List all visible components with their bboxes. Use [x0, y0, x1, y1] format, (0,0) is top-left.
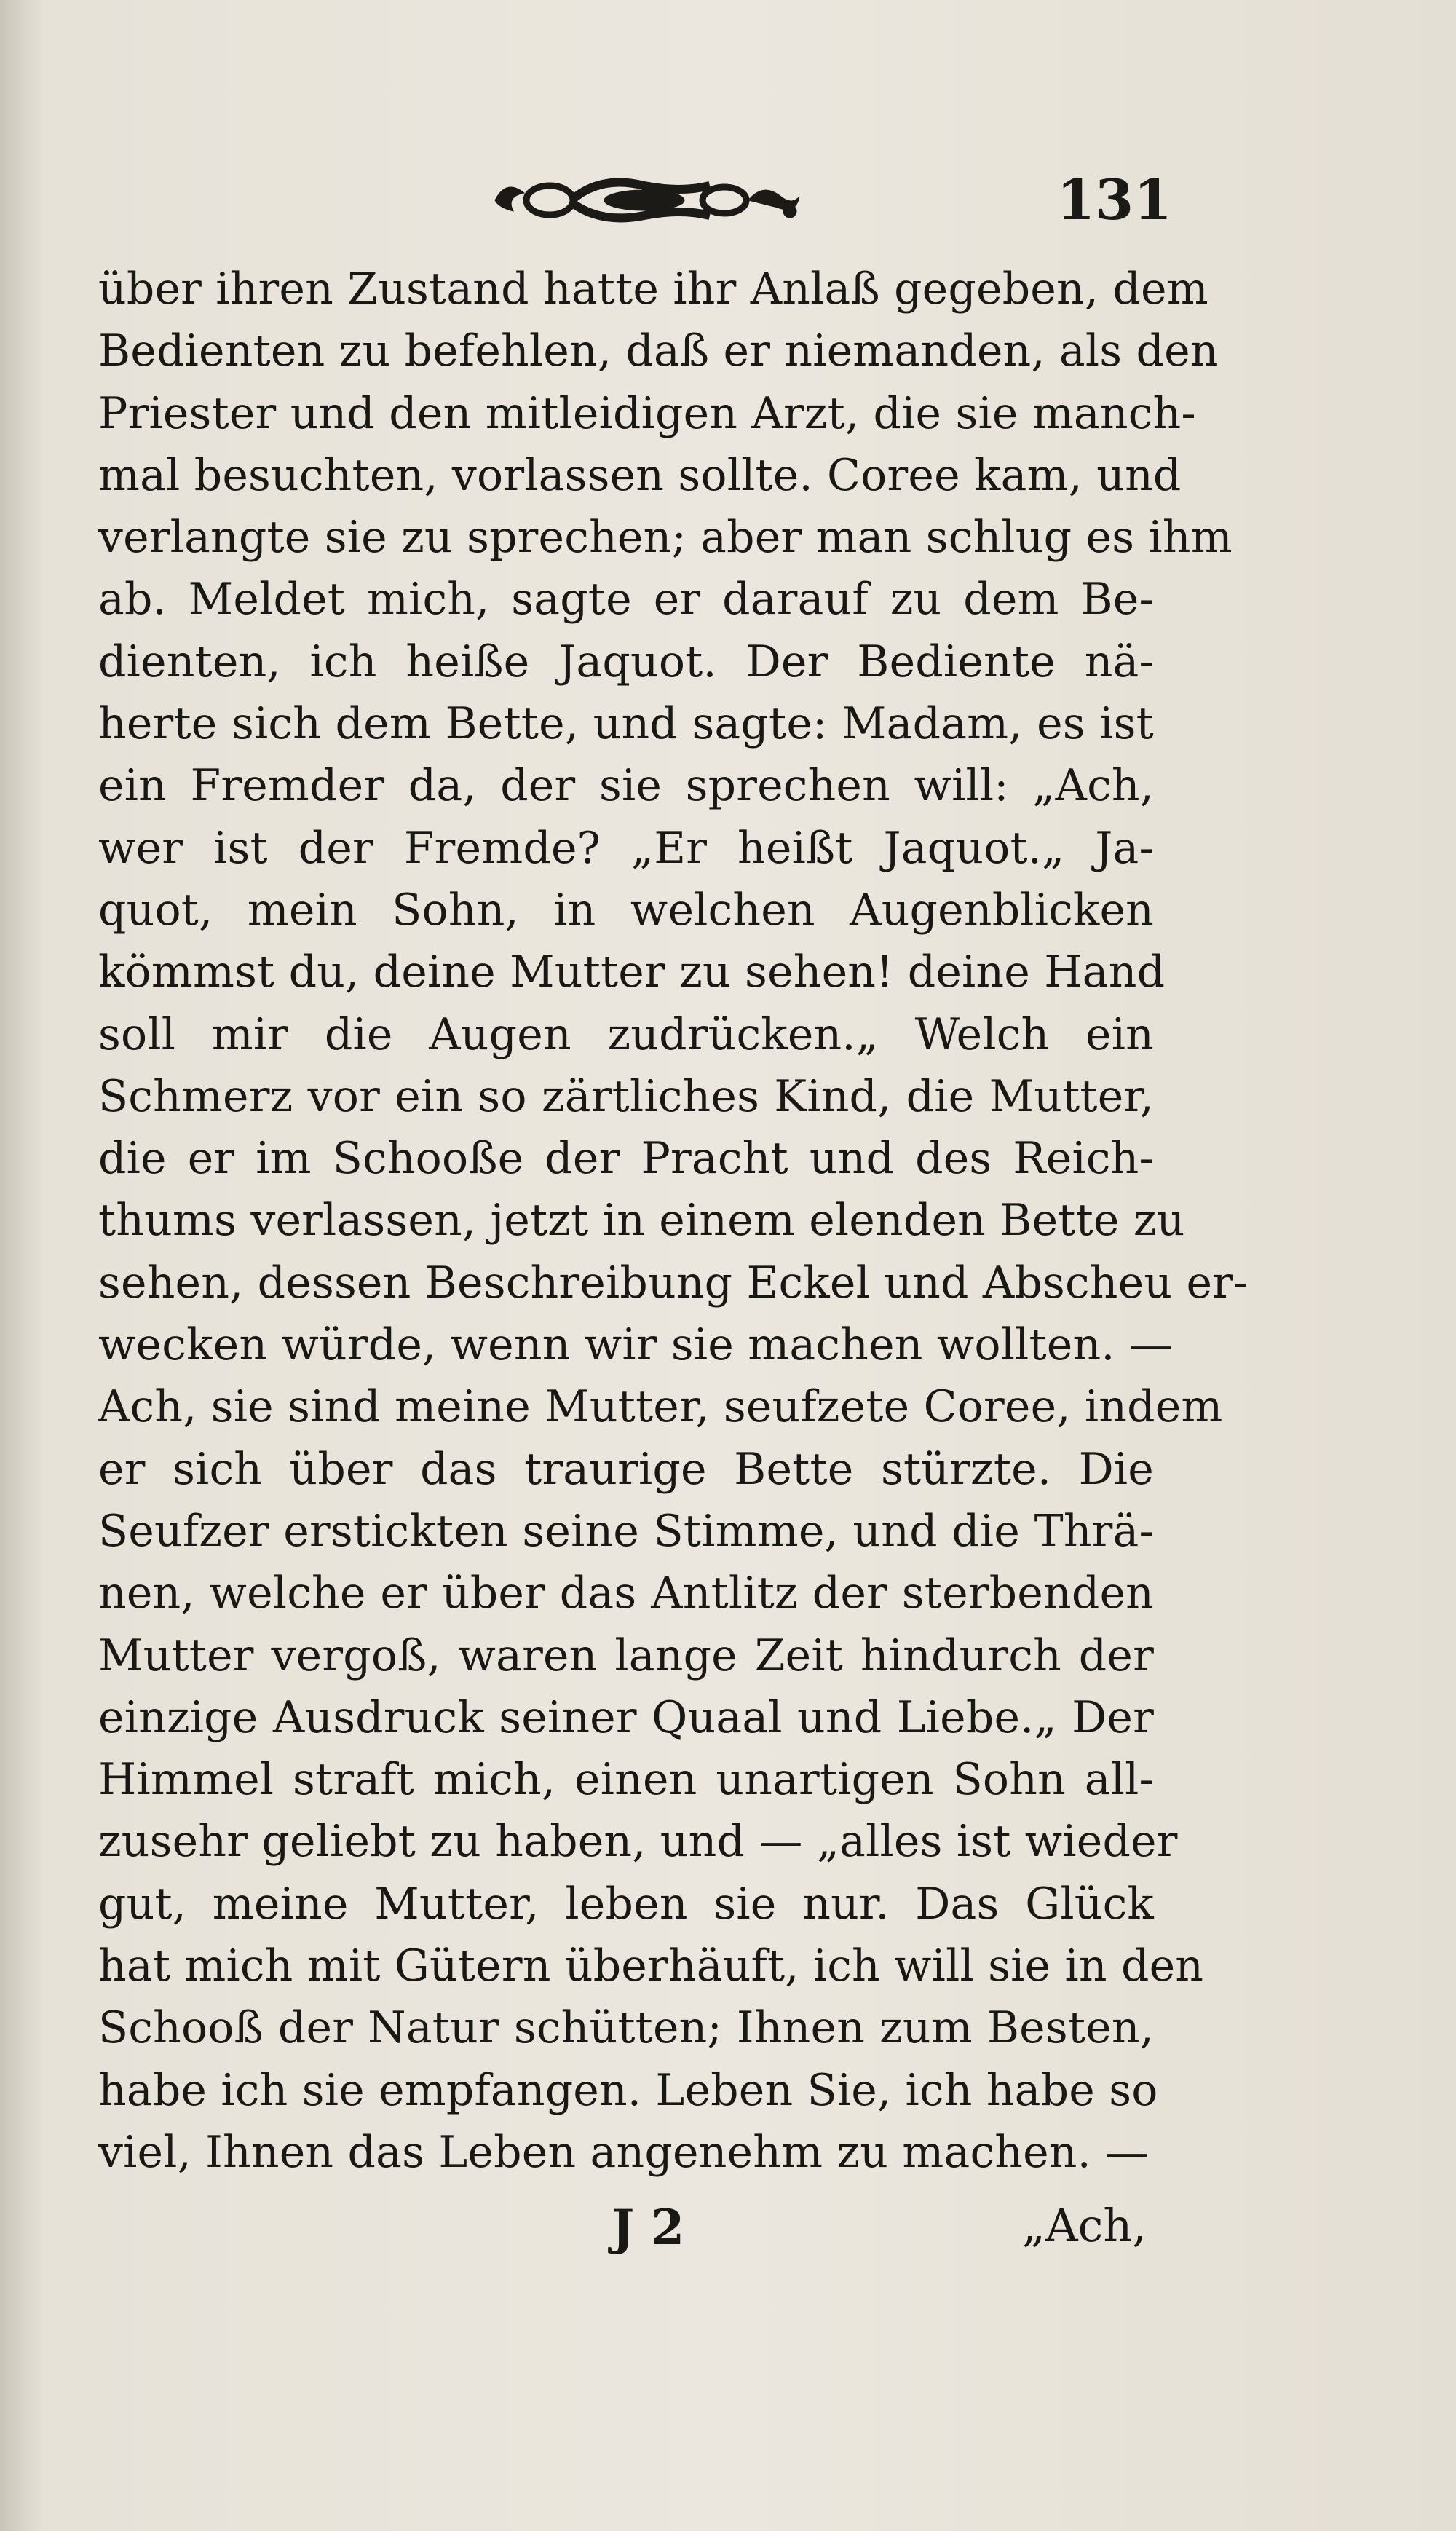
text-line: Schmerz vor ein so zärtliches Kind, die Mutter, — [98, 1070, 1154, 1122]
page-number: 131 — [1056, 167, 1172, 232]
text-line: die er im Schooße der Pracht und des Reich- — [98, 1133, 1154, 1185]
page-header — [0, 160, 1456, 240]
text-line: ein Fremder da, der sie sprechen will: „Ach, — [98, 760, 1154, 812]
main-text — [98, 258, 1249, 2184]
page-footer — [0, 2199, 1456, 2272]
text-line: gut, meine Mutter, leben sie nur. Das Glück — [98, 1878, 1154, 1930]
text-line: verlangte sie zu sprechen; aber man schlug es ihm — [98, 512, 1233, 564]
text-line: Bedienten zu befehlen, daß er niemanden, als den — [98, 325, 1219, 377]
text-line: sehen, dessen Beschreibung Eckel und Abscheu er- — [98, 1257, 1249, 1308]
text-line: nen, welche er über das Antlitz der sterbenden — [98, 1568, 1154, 1619]
text-line: zusehr geliebt zu haben, und — „alles ist wieder — [98, 1816, 1178, 1868]
text-line: Seufzer erstickten seine Stimme, und die Thrä- — [98, 1505, 1154, 1557]
text-line: Schooß der Natur schütten; Ihnen zum Besten, — [98, 2002, 1154, 2054]
text-line: wer ist der Fremde? „Er heißt Jaquot.„ Ja- — [98, 822, 1154, 874]
vine-ornament-icon — [480, 160, 808, 240]
text-line: hat mich mit Gütern überhäuft, ich will sie in den — [98, 1940, 1204, 1992]
catchword: „Ach, — [1021, 2199, 1147, 2252]
text-line: er sich über das traurige Bette stürzte. Die — [98, 1443, 1154, 1495]
text-line: habe ich sie empfangen. Leben Sie, ich habe so — [98, 2064, 1158, 2116]
text-line: kömmst du, deine Mutter zu sehen! deine Hand — [98, 947, 1166, 998]
text-line: Priester und den mitleidigen Arzt, die sie manch- — [98, 387, 1196, 439]
text-line: mal besuchten, vorlassen sollte. Coree kam, und — [98, 449, 1182, 501]
text-line: quot, mein Sohn, in welchen Augenblicken — [98, 884, 1154, 936]
text-line: wecken würde, wenn wir sie machen wollten. — — [98, 1319, 1174, 1371]
text-line: thums verlassen, jetzt in einem elenden Bette zu — [98, 1195, 1185, 1247]
text-line: herte sich dem Bette, und sagte: Madam, es ist — [98, 698, 1154, 750]
signature-mark: J 2 — [612, 2199, 685, 2256]
text-line: Himmel straft mich, einen unartigen Sohn all- — [98, 1754, 1154, 1806]
text-line: ab. Meldet mich, sagte er darauf zu dem Be- — [98, 574, 1154, 625]
text-line: Ach, sie sind meine Mutter, seufzete Coree, indem — [98, 1381, 1223, 1433]
text-line: über ihren Zustand hatte ihr Anlaß gegeben, dem — [98, 264, 1208, 315]
text-line: viel, Ihnen das Leben angenehm zu machen. — — [98, 2126, 1150, 2178]
text-line: einzige Ausdruck seiner Quaal und Liebe.„ Der — [98, 1691, 1154, 1743]
text-line: dienten, ich heiße Jaquot. Der Bediente nä- — [98, 636, 1154, 687]
text-line: Mutter vergoß, waren lange Zeit hindurch der — [98, 1630, 1154, 1681]
text-line: soll mir die Augen zudrücken.„ Welch ein — [98, 1008, 1154, 1060]
